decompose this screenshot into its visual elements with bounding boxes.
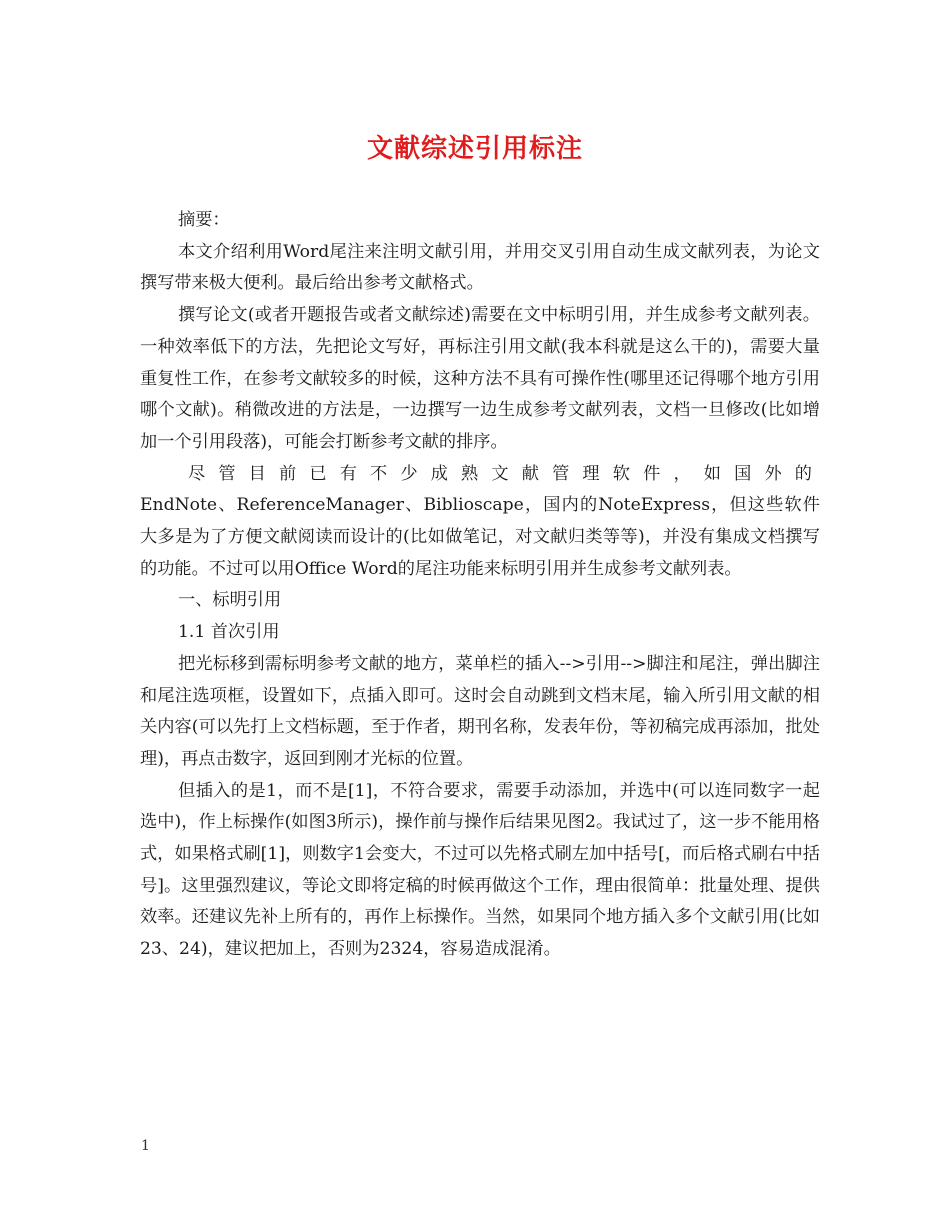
- paragraph-software: EndNote、ReferenceManager、Biblioscape，国内的NoteExpress，但这些软件大多是为了方便文献阅读而设计的(比如做笔记，对文献归类等等)，并没有集成文档撰写的功能。不过可以用Office Word的尾注功能来标明引用并生成参考文献列表。: [140, 495, 820, 579]
- section-heading-1: 一、标明引用: [178, 590, 282, 611]
- paragraph-intro: 本文介绍利用Word尾注来注明文献引用，并用交叉引用自动生成文献列表，为论文撰写带来极大便利。最后给出参考文献格式。: [140, 241, 820, 294]
- section-heading-1-1: 1.1 首次引用: [178, 622, 280, 643]
- document-body: [140, 205, 820, 966]
- document-title: 文献综述引用标注: [366, 134, 583, 164]
- paragraph-background: 撰写论文(或者开题报告或者文献综述)需要在文中标明引用，并生成参考文献列表。一种效率低下的方法，先把论文写好，再标注引用文献(我本科就是这么干的)，需要大量重复性工作，在参考文献较多的时候，这种方法不具有可操作性(哪里还记得哪个地方引用哪个文献)。稍微改进的方法是，一边撰写一边生成参考文献列表，文档一旦修改(比如增加一个引用段落)，可能会打断参考文献的排序。: [140, 305, 820, 452]
- paragraph-superscript: 但插入的是1，而不是[1]，不符合要求，需要手动添加，并选中(可以连同数字一起选中)，作上标操作(如图3所示)，操作前与操作后结果见图2。我试过了，这一步不能用格式，如果格式刷[1]，则数字1会变大，不过可以先格式刷左加中括号[，而后格式刷右中括号]。这里强烈建议，等论文即将定稿的时候再做这个工作，理由很简单：批量处理、提供效率。还建议先补上所有的，再作上标操作。当然，如果同个地方插入多个文献引用(比如23、24)，建议把加上，否则为2324，容易造成混淆。: [140, 780, 820, 960]
- paragraph-insert-endnote: 把光标移到需标明参考文献的地方，菜单栏的插入-->引用-->脚注和尾注，弹出脚注和尾注选项框，设置如下，点插入即可。这时会自动跳到文档末尾，输入所引用文献的相关内容(可以先打上文档标题，至于作者，期刊名称，发表年份，等初稿完成再添加，批处理)，再点击数字，返回到刚才光标的位置。: [140, 653, 820, 769]
- page-number: 1: [141, 1138, 150, 1154]
- paragraph-software-line: 尽管目前已有不少成熟文献管理软件，如国外的: [188, 463, 820, 484]
- abstract-heading: 摘要：: [178, 210, 230, 230]
